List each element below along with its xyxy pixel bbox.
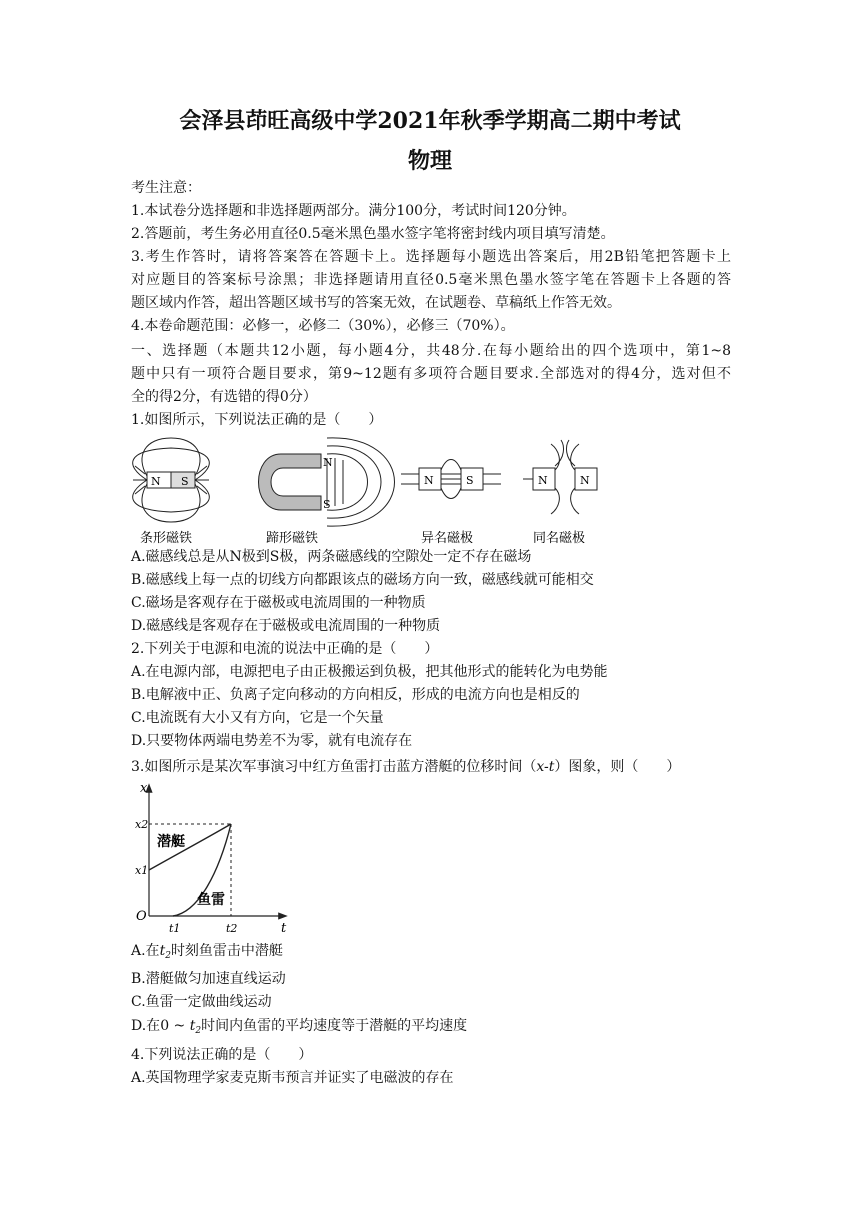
question-stem: 2.下列关于电源和电流的说法中正确的是（ ） xyxy=(131,641,439,657)
x-tick-label: t2 xyxy=(226,922,238,935)
option: B.磁感线上每一点的切线方向都跟该点的磁场方向一致，磁感线就可能相交 xyxy=(131,572,594,588)
pole-s-label: S xyxy=(323,498,331,511)
stem-text: 3.如图所示是某次军事演习中红方鱼雷打击蓝方潜艇的位移时间（ xyxy=(131,759,537,775)
y-tick-label: x1 xyxy=(135,864,149,877)
option-variable: t xyxy=(189,1018,196,1034)
pole-s-label: S xyxy=(466,474,474,487)
section-instructions: 一、选择题（本题共12小题，每小题4分，共48分.在每小题给出的四个选项中，第1~8 xyxy=(131,343,731,359)
pole-n-label: N xyxy=(580,474,590,487)
figure-caption: 条形磁铁 xyxy=(140,531,193,546)
x-tick-label: t1 xyxy=(169,922,181,935)
bar-magnet-diagram xyxy=(133,438,210,522)
figure-caption: 异名磁极 xyxy=(421,531,474,546)
y-axis-label: x xyxy=(140,782,148,796)
torpedo-label: 鱼雷 xyxy=(197,892,225,908)
x-t-graph xyxy=(131,782,291,938)
option: C.电流既有大小又有方向，它是一个矢量 xyxy=(131,710,384,726)
option: A.磁感线总是从N极到S极，两条磁感线的空隙处一定不存在磁场 xyxy=(131,549,532,565)
option xyxy=(131,940,731,967)
x-axis-label: t xyxy=(281,921,287,936)
exam-title: 会泽县茚旺高级中学2021年秋季学期高二期中考试 xyxy=(179,108,681,134)
option: C.磁场是客观存在于磁极或电流周围的一种物质 xyxy=(131,595,426,611)
horseshoe-magnet-diagram xyxy=(259,438,395,526)
option: D.磁感线是客观存在于磁极或电流周围的一种物质 xyxy=(131,618,441,634)
figure-caption: 蹄形磁铁 xyxy=(266,531,319,546)
pole-n-label: N xyxy=(424,474,434,487)
pole-s-label: S xyxy=(181,475,189,488)
notice-item: 4.本卷命题范围：必修一，必修二（30%），必修三（70%）。 xyxy=(131,318,515,334)
notice-item: 3.考生作答时，请将答案答在答题卡上。选择题每小题选出答案后，用2B铅笔把答题卡上 xyxy=(131,249,731,265)
notice-heading: 考生注意： xyxy=(131,180,201,196)
pole-n-label: N xyxy=(323,456,333,469)
option xyxy=(131,1015,731,1042)
notice-item: 2.答题前，考生务必用直径0.5毫米黑色墨水签字笔将密封线内项目填写清楚。 xyxy=(131,226,615,242)
y-tick-label: x2 xyxy=(135,818,149,831)
option-text: 时刻鱼雷击中潜艇 xyxy=(170,943,283,959)
notice-item: 对应题目的答案标号涂黑；非选择题请用直径0.5毫米黑色墨水签字笔在答题卡上各题的答 xyxy=(131,272,731,288)
option-subscript: 2 xyxy=(195,1026,202,1036)
origin-label: O xyxy=(136,909,147,924)
option-text: D.在 xyxy=(131,1018,161,1034)
notice-item: 题区域内作答，超出答题区域书写的答案无效，在试题卷、草稿纸上作答无效。 xyxy=(131,295,621,311)
pole-n-label: N xyxy=(538,474,548,487)
question-stem xyxy=(131,756,731,778)
option: D.只要物体两端电势差不为零，就有电流存在 xyxy=(131,733,413,749)
option-range: 0 ~ xyxy=(160,1018,190,1034)
option-text: 时间内鱼雷的平均速度等于潜艇的平均速度 xyxy=(201,1018,468,1034)
magnetic-field-figure xyxy=(131,436,601,546)
option: B.电解液中正、负离子定向移动的方向相反，形成的电流方向也是相反的 xyxy=(131,687,580,703)
pole-n-label: N xyxy=(151,475,161,488)
notice-item: 1.本试卷分选择题和非选择题两部分。满分100分，考试时间120分钟。 xyxy=(131,203,576,219)
submarine-label: 潜艇 xyxy=(157,834,185,850)
section-instructions: 全的得2分，有选错的得0分） xyxy=(131,389,317,405)
question-stem: 1.如图所示，下列说法正确的是（ ） xyxy=(131,412,383,428)
option-text: A.在 xyxy=(131,943,160,959)
option: A.英国物理学家麦克斯韦预言并证实了电磁波的存在 xyxy=(131,1070,454,1086)
option-subscript: 2 xyxy=(165,951,171,961)
figure-caption: 同名磁极 xyxy=(533,531,586,546)
option: C.鱼雷一定做曲线运动 xyxy=(131,994,272,1010)
exam-subject: 物理 xyxy=(407,148,452,174)
stem-text: ）图象，则（ ） xyxy=(554,759,681,775)
option: B.潜艇做匀加速直线运动 xyxy=(131,971,286,987)
question-stem: 4.下列说法正确的是（ ） xyxy=(131,1047,313,1063)
section-instructions: 题中只有一项符合题目要求，第9~12题有多项符合题目要求.全部选对的得4分，选对但不 xyxy=(131,366,731,382)
option-variable: t xyxy=(159,943,166,959)
unlike-poles-diagram xyxy=(401,460,501,499)
stem-variable: x-t xyxy=(536,759,555,775)
option: A.在电源内部，电源把电子由正极搬运到负极，把其他形式的能转化为电势能 xyxy=(131,664,608,680)
